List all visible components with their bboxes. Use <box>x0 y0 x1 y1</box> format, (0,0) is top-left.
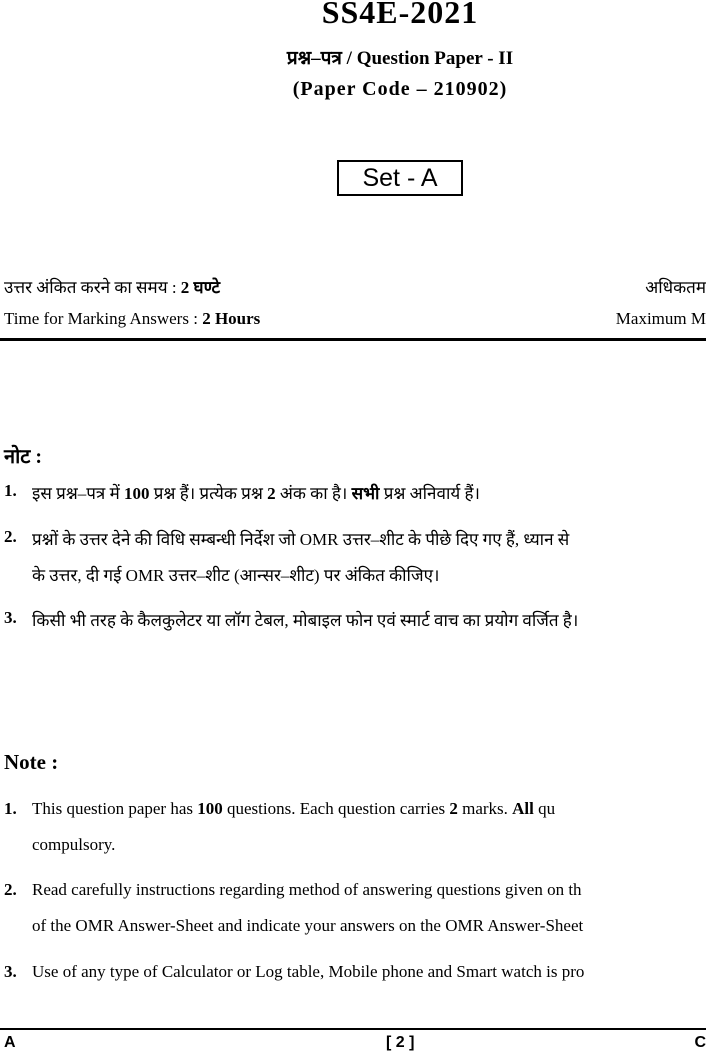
english-item-number: 3. <box>4 962 17 981</box>
english-item-1-text: This question paper has <box>32 799 198 818</box>
hindi-item-1-text: इस प्रश्न–पत्र में <box>32 484 124 503</box>
hindi-item-3: किसी भी तरह के कैलकुलेटर या लॉग टेबल, मोबाइल फोन एवं स्मार्ट वाच का प्रयोग वर्जित है। <box>32 611 579 630</box>
hindi-item-1-text: प्रश्न अनिवार्य हैं। <box>379 484 480 503</box>
english-item-3: Use of any type of Calculator or Log table, Mobile phone and Smart watch is pro <box>32 962 585 981</box>
hindi-item-1-marks: 2 <box>267 484 276 503</box>
english-item-number: 1. <box>4 799 17 818</box>
footer-right-letter: C <box>694 1034 706 1051</box>
paper-code: (Paper Code – 210902) <box>292 78 508 100</box>
paper-subtitle: प्रश्न–पत्र / Question Paper - II <box>286 48 514 69</box>
max-marks-hindi: अधिकतम <box>645 278 706 297</box>
time-value-english: 2 Hours <box>202 309 261 328</box>
hindi-item-1-count: 100 <box>124 484 150 503</box>
english-item-1-count: 100 <box>197 799 223 818</box>
hindi-item-number: 2. <box>4 527 17 546</box>
time-row-english <box>4 309 260 329</box>
time-row-hindi <box>4 275 220 298</box>
english-item-2-line2: of the OMR Answer-Sheet and indicate your answers on the OMR Answer-Sheet <box>32 916 584 935</box>
time-value-hindi: 2 घण्टे <box>180 278 221 297</box>
hindi-item-1-text: प्रश्न हैं। प्रत्येक प्रश्न <box>149 484 268 503</box>
set-label-box: Set - A <box>337 160 463 196</box>
paper-title: SS4E-2021 <box>321 0 479 30</box>
english-item-1-line1 <box>32 799 555 819</box>
english-item-1-text: marks. <box>457 799 513 818</box>
english-item-1-text: questions. Each question carries <box>222 799 450 818</box>
footer-divider <box>0 1028 706 1030</box>
english-item-1-marks: 2 <box>449 799 458 818</box>
english-item-1-text: qu <box>533 799 556 818</box>
hindi-item-2-line2: के उत्तर, दी गई OMR उत्तर–शीट (आन्सर–शीट) पर अंकित कीजिए। <box>32 566 440 585</box>
time-label-english: Time for Marking Answers : <box>4 309 198 328</box>
hindi-item-1 <box>32 481 480 504</box>
max-marks-english: Maximum M <box>615 309 706 328</box>
page-number: [ 2 ] <box>386 1034 415 1051</box>
english-item-number: 2. <box>4 880 17 899</box>
english-note-heading: Note : <box>4 750 59 774</box>
hindi-item-number: 3. <box>4 608 17 627</box>
footer-set-letter: A <box>4 1034 16 1051</box>
hindi-item-2-line1: प्रश्नों के उत्तर देने की विधि सम्बन्धी निर्देश जो OMR उत्तर–शीट के पीछे दिए गए हैं, ध्यान से <box>32 530 570 549</box>
time-label-hindi: उत्तर अंकित करने का समय : <box>4 278 177 297</box>
english-item-1-all: All <box>512 799 534 818</box>
hindi-item-1-all: सभी <box>351 484 380 503</box>
hindi-note-heading: नोट : <box>4 446 43 468</box>
hindi-item-number: 1. <box>4 481 17 500</box>
header-divider <box>0 338 706 341</box>
hindi-item-1-text: अंक का है। <box>275 484 352 503</box>
english-item-1-line2: compulsory. <box>32 835 116 854</box>
english-item-2-line1: Read carefully instructions regarding method of answering questions given on th <box>32 880 582 899</box>
